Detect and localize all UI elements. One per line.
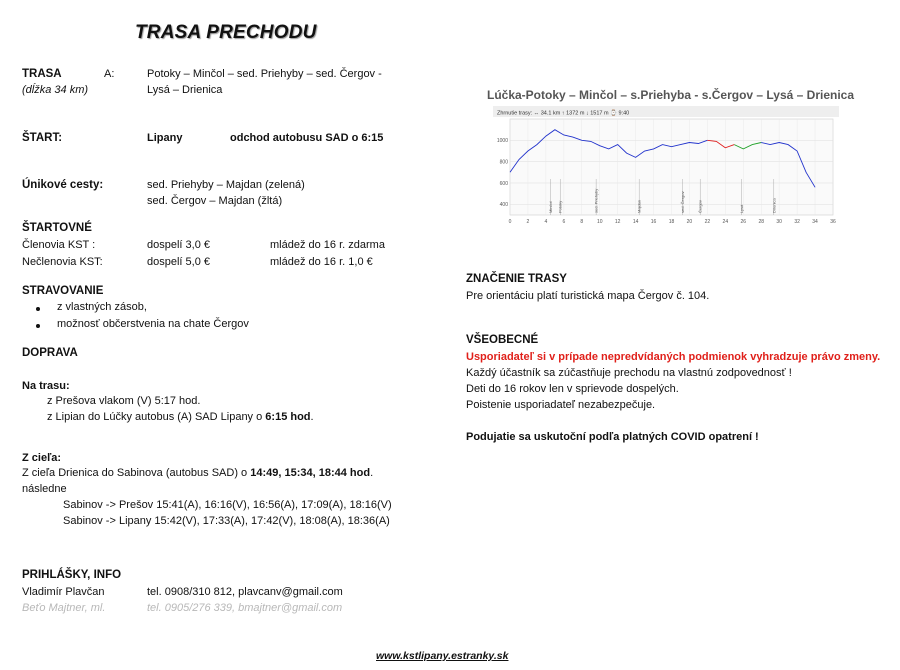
x-tick-label: 26: [740, 219, 747, 225]
bullet-icon: [36, 307, 40, 311]
contact-name-2: Beťo Majtner, ml.: [22, 602, 106, 614]
fee-row-nonmembers-youth: mládež do 16 r. 1,0 €: [270, 256, 373, 268]
x-tick-label: 8: [580, 219, 584, 225]
contact-info-1: tel. 0908/310 812, plavcanv@gmail.com: [147, 586, 343, 598]
x-tick-label: 30: [776, 219, 782, 225]
transport-line-lipany: Sabinov -> Lipany 15:42(V), 17:33(A), 17:42(V), 18:08(A), 18:36(A): [63, 515, 390, 527]
waypoint-label: Minčol: [547, 201, 553, 213]
general-line-3: Poistenie usporiadateľ nezabezpečuje.: [466, 399, 656, 411]
escape-label: Únikové cesty:: [22, 179, 104, 191]
waypoint-label: Lysá: [738, 204, 744, 213]
food-item-2: možnosť občerstvenia na chate Čergov: [57, 318, 249, 330]
transport-to-label: Na trasu:: [22, 380, 70, 392]
escape-line-1: sed. Priehyby – Majdan (zelená): [147, 179, 305, 191]
y-axis-labels: [497, 138, 508, 208]
x-tick-label: 6: [562, 219, 566, 225]
food-item-1: z vlastných zásob,: [57, 301, 147, 313]
fee-row-members-who: Členovia KST :: [22, 239, 96, 251]
contact-name-1: Vladimír Plavčan: [22, 586, 105, 598]
x-tick-label: 20: [686, 219, 693, 225]
x-tick-label: 32: [794, 219, 800, 225]
waypoint-label: sed. Čergov: [679, 191, 685, 213]
transport-next: následne: [22, 483, 67, 495]
transport-from-label: Z cieľa:: [22, 452, 62, 464]
food-heading: STRAVOVANIE: [22, 285, 104, 297]
route-line-2: Lysá – Drienica: [147, 84, 223, 96]
elevation-profile-chart: [493, 106, 839, 230]
route-variant: A:: [104, 68, 115, 80]
x-tick-label: 24: [722, 219, 729, 225]
x-tick-label: 36: [830, 219, 836, 225]
escape-line-2: sed. Čergov – Majdan (žltá): [147, 195, 283, 207]
y-tick-label: 800: [499, 159, 508, 166]
fee-row-members-youth: mládež do 16 r. zdarma: [270, 239, 385, 251]
marking-heading: ZNAČENIE TRASY: [466, 273, 567, 285]
waypoint-label: Potoky: [557, 200, 563, 213]
x-tick-label: 16: [650, 219, 657, 225]
transport-from-1: Z cieľa Drienica do Sabinova (autobus SAD) o 14:49, 15:34, 18:44 hod.: [22, 467, 374, 479]
x-tick-label: 34: [812, 219, 818, 225]
fee-heading: ŠTARTOVNÉ: [22, 222, 92, 234]
general-line-1: Každý účastník sa zúčastňuje prechodu na vlastnú zodpovednosť !: [466, 367, 792, 379]
waypoint-label: Majdan: [636, 199, 642, 213]
general-line-2: Deti do 16 rokov len v sprievode dospelých.: [466, 383, 679, 395]
x-tick-label: 2: [526, 219, 530, 225]
start-label: ŠTART:: [22, 132, 63, 144]
y-tick-label: 600: [499, 180, 508, 187]
route-line-1: Potoky – Minčol – sed. Priehyby – sed. Čergov -: [147, 68, 382, 80]
waypoint-label: Čergov: [697, 200, 703, 213]
bullet-icon: [36, 324, 40, 328]
waypoint-label: sed. Priehyby: [593, 188, 599, 213]
page-title: TRASA PRECHODU: [135, 22, 317, 43]
fee-row-nonmembers-who: Nečlenovia KST:: [22, 256, 103, 268]
y-tick-label: 1000: [496, 138, 508, 145]
y-tick-label: 400: [499, 202, 508, 209]
covid-notice: Podujatie sa uskutoční podľa platných COVID opatrení !: [466, 431, 759, 443]
route-length: (dĺžka 34 km): [22, 84, 89, 96]
contact-info-2: tel. 0905/276 339, bmajtner@gmail.com: [147, 602, 343, 614]
website-link[interactable]: www.kstlipany.estranky.sk: [376, 650, 509, 662]
x-tick-label: 18: [668, 219, 675, 225]
x-tick-label: 28: [758, 219, 765, 225]
x-axis-labels: [509, 219, 836, 225]
x-tick-label: 12: [614, 219, 621, 225]
profile-title: Lúčka-Potoky – Minčol – s.Priehyba - s.Čergov – Lysá – Drienica: [487, 88, 855, 102]
x-tick-label: 4: [544, 219, 548, 225]
waypoint-label: Drienica: [771, 198, 777, 213]
transport-to-2: z Lipian do Lúčky autobus (A) SAD Lipany o 6:15 hod.: [47, 411, 314, 423]
stats-text: Zhrnutie trasy: ↔ 34.1 km ↑ 1372 m ↓ 1517 m ⌚ 9:40: [497, 110, 630, 117]
x-tick-label: 0: [508, 219, 512, 225]
contact-heading: PRIHLÁŠKY, INFO: [22, 569, 122, 581]
fee-row-nonmembers-adult: dospelí 5,0 €: [147, 256, 210, 268]
marking-text: Pre orientáciu platí turistická mapa Čergov č. 104.: [466, 290, 710, 302]
x-tick-label: 14: [632, 219, 639, 225]
start-place: Lipany: [147, 132, 183, 144]
route-label: TRASA: [22, 68, 62, 80]
transport-line-presov: Sabinov -> Prešov 15:41(A), 16:16(V), 16:56(A), 17:09(A), 18:16(V): [63, 499, 392, 511]
x-tick-label: 10: [596, 219, 603, 225]
transport-heading: DOPRAVA: [22, 347, 78, 359]
fee-row-members-adult: dospelí 3,0 €: [147, 239, 210, 251]
x-tick-label: 22: [704, 219, 711, 225]
general-heading: VŠEOBECNÉ: [466, 334, 539, 346]
transport-to-1: z Prešova vlakom (V) 5:17 hod.: [47, 395, 201, 407]
start-info: odchod autobusu SAD o 6:15: [230, 132, 384, 144]
general-warning: Usporiadateľ si v prípade nepredvídaných podmienok vyhradzuje právo zmeny.: [466, 351, 881, 363]
